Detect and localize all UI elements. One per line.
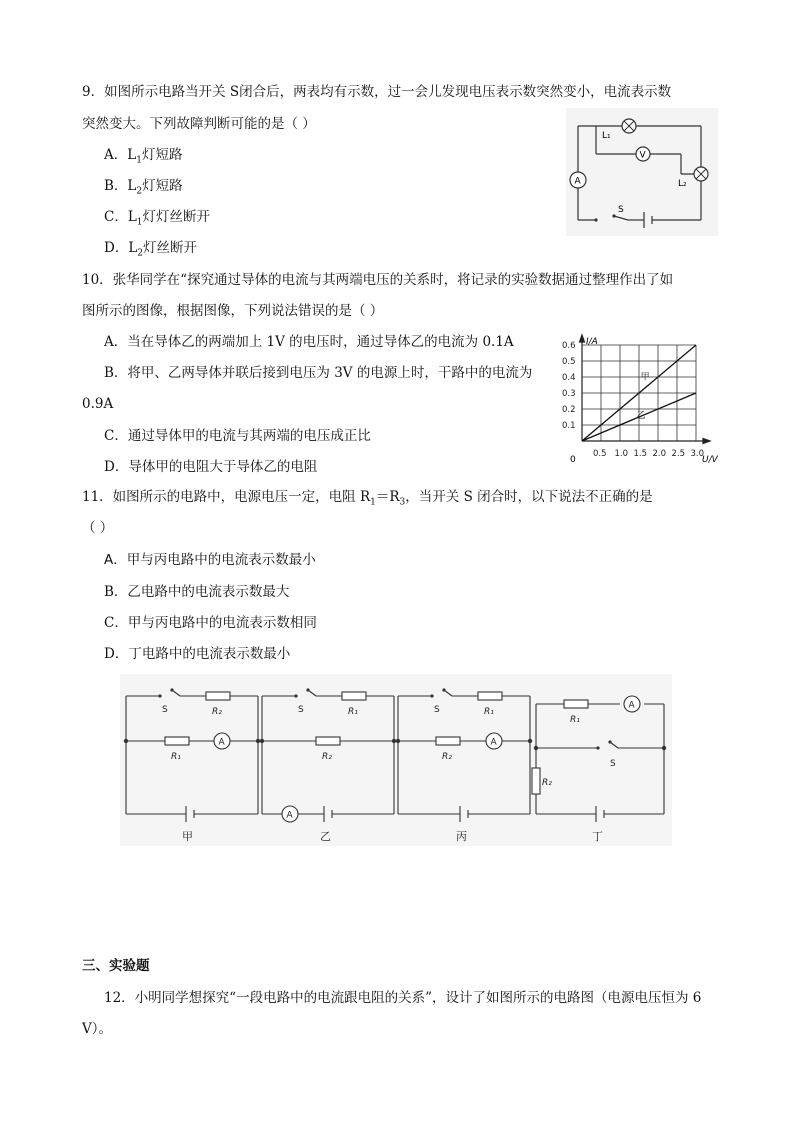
q10-option-d: D．导体甲的电阻大于导体乙的电阻: [104, 459, 318, 475]
switch-ding-label: S: [610, 759, 616, 769]
caption-yi: 乙: [320, 830, 331, 843]
resistor-jia-mid-label: R₁: [171, 752, 181, 762]
q10-option-b-line1: B．将甲、乙两导体并联后接到电压为 3V 的电源上时，干路中的电流为: [104, 365, 533, 381]
resistor-bing-mid-label: R₂: [442, 752, 452, 762]
q11-stem-line2: （ ）: [82, 520, 114, 536]
q11-circuits-figure: [120, 674, 672, 846]
x-tick-label: 2.0: [652, 449, 667, 459]
resistor-jia-top-label: R₂: [212, 707, 222, 717]
series-label-jia: 甲: [640, 372, 650, 383]
series-label-yi: 乙: [636, 411, 646, 422]
q9-option-b: B．$L_2$灯短路: [104, 178, 183, 197]
x-axis-label: U/V: [702, 455, 718, 465]
q11-option-a: A．甲与丙电路中的电流表示数最小: [104, 552, 316, 568]
y-axis-label: I/A: [586, 337, 598, 347]
resistor-yi-top-label: R₁: [348, 707, 358, 717]
x-tick-label: 1.0: [614, 449, 629, 459]
q11-option-d: D．丁电路中的电流表示数最小: [104, 646, 291, 662]
section-heading: 三、实验题: [82, 958, 150, 974]
q9-stem-line1: 9．如图所示电路当开关 S闭合后，两表均有示数，过一会儿发现电压表示数突然变小，电流表示数: [82, 84, 672, 100]
q11-option-b: B．乙电路中的电流表示数最大: [104, 584, 290, 600]
voltmeter-label: V: [639, 150, 646, 161]
y-tick-label: 0.6: [562, 341, 576, 351]
x-tick-label: 1.5: [633, 449, 648, 459]
switch-label: S: [618, 205, 624, 215]
resistor-ding-side-label: R₂: [542, 778, 552, 788]
q9-option-d: D．$L_2$灯丝断开: [104, 240, 198, 259]
caption-jia: 甲: [182, 830, 193, 843]
q10-stem-line1: 10．张华同学在“探究通过导体的电流与其两端电压的关系时，将记录的实验数据通过整理作出了如: [82, 272, 674, 288]
y-tick-label: 0.5: [562, 357, 576, 367]
q10-stem-line2: 图所示的图像，根据图像，下列说法错误的是（ ）: [82, 303, 384, 319]
q10-option-c: C．通过导体甲的电流与其两端的电压成正比: [104, 428, 371, 444]
ammeter-bing-label: A: [490, 737, 497, 748]
x-tick-label: 3.0: [690, 449, 705, 459]
ammeter-jia-label: A: [218, 737, 225, 748]
q10-option-a: A．当在导体乙的两端加上 1V 的电压时，通过导体乙的电流为 0.1A: [104, 334, 514, 350]
y-tick-label: 0.4: [562, 373, 576, 383]
y-tick-label: 0.3: [562, 389, 576, 399]
y-tick-label: 0.1: [562, 421, 576, 431]
resistor-yi-mid-label: R₂: [322, 752, 332, 762]
caption-bing: 丙: [456, 830, 467, 843]
switch-jia-label: S: [162, 705, 168, 715]
x-tick-label: 0.5: [593, 449, 607, 459]
q9-option-c: C．$L_1$灯灯丝断开: [104, 209, 211, 228]
l2-label: L₂: [678, 179, 687, 189]
q10-option-b-line2: 0.9A: [82, 396, 114, 412]
origin-label: 0: [570, 455, 576, 465]
q11-stem-line1: 11．如图所示的电路中，电源电压一定，电阻 $R_1=R_3$，当开关 S 闭合时，以下说法不正确的是: [82, 489, 653, 508]
y-tick-label: 0.2: [562, 405, 576, 415]
q12-stem-line2: V）。: [82, 1021, 112, 1037]
q9-circuit-diagram: [566, 108, 718, 236]
ammeter-label: A: [574, 176, 581, 187]
caption-ding: 丁: [592, 830, 603, 843]
resistor-ding-top-label: R₁: [570, 715, 580, 725]
switch-bing-label: S: [434, 705, 440, 715]
ammeter-ding-label: A: [628, 700, 635, 711]
resistor-bing-top-label: R₁: [484, 707, 494, 717]
q9-option-a: A．$L_1$灯短路: [104, 147, 183, 166]
switch-yi-label: S: [298, 705, 304, 715]
q11-option-c: C．甲与丙电路中的电流表示数相同: [104, 615, 317, 631]
q12-stem-line1: 12．小明同学想探究“一段电路中的电流跟电阻的关系”，设计了如图所示的电路图（电源电压恒为 6: [104, 990, 702, 1006]
iv-graph: [556, 332, 728, 470]
q9-stem-line2: 突然变大。下列故障判断可能的是（ ）: [82, 116, 316, 132]
l1-label: L₁: [602, 131, 611, 141]
x-tick-label: 2.5: [671, 449, 686, 459]
ammeter-yi-label: A: [286, 810, 293, 821]
